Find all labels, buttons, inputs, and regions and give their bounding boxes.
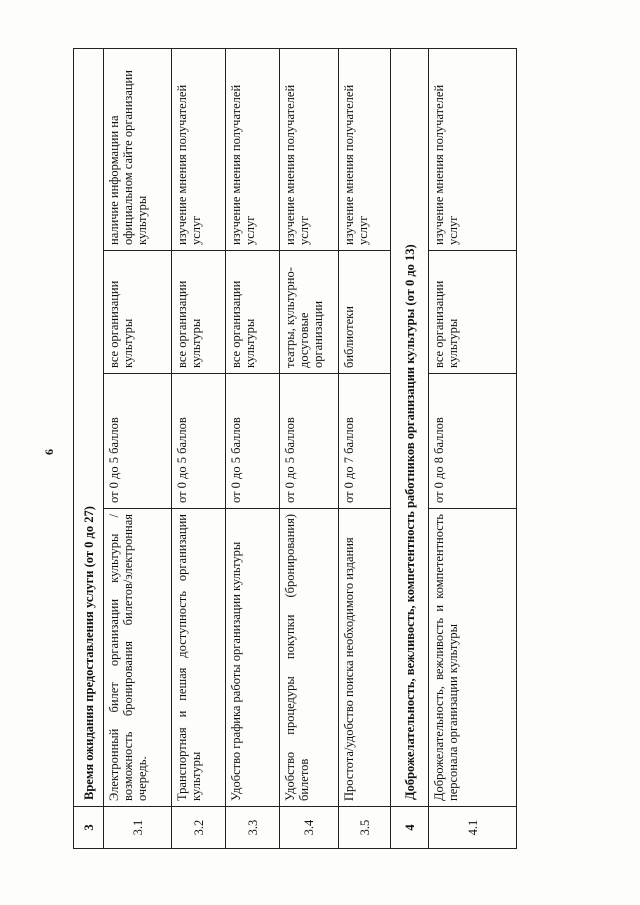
row-number: 3.5 bbox=[339, 807, 391, 849]
score-cell: от 0 до 5 баллов bbox=[104, 374, 172, 509]
method-cell: изучение мнения получателей услуг bbox=[172, 48, 226, 250]
score-cell: от 0 до 7 баллов bbox=[339, 374, 391, 509]
section-number: 4 bbox=[391, 807, 429, 849]
score-cell: от 0 до 8 баллов bbox=[429, 374, 517, 509]
criterion-cell: Удобство графика работы организации культуры bbox=[226, 509, 280, 807]
section-title: Время ожидания предоставления услуги (от 0 до 27) bbox=[74, 48, 104, 806]
method-cell: изучение мнения получателей услуг bbox=[280, 48, 339, 250]
table-row bbox=[104, 48, 172, 848]
orgs-cell: все организации культуры bbox=[172, 251, 226, 374]
criterion-cell: Доброжелательность, вежливость и компетентность персонала организации культуры bbox=[429, 509, 517, 807]
page-number: 6 bbox=[42, 449, 56, 455]
method-cell: наличие информации на официальном сайте организации культуры bbox=[104, 48, 172, 250]
method-cell: изучение мнения получателей услуг bbox=[339, 48, 391, 250]
criterion-cell: Транспортная и пешая доступность организации культуры bbox=[172, 509, 226, 807]
orgs-cell: все организации культуры bbox=[226, 251, 280, 374]
rotated-page-content bbox=[73, 49, 553, 849]
score-cell: от 0 до 5 баллов bbox=[280, 374, 339, 509]
row-number: 4.1 bbox=[429, 807, 517, 849]
table-row bbox=[429, 48, 517, 848]
criterion-cell: Простота/удобство поиска необходимого издания bbox=[339, 509, 391, 807]
section-number: 3 bbox=[74, 807, 104, 849]
section-title: Доброжелательность, вежливость, компетентность работников организации культуры (от 0 до 13) bbox=[391, 48, 429, 806]
score-cell: от 0 до 5 баллов bbox=[172, 374, 226, 509]
criteria-table bbox=[73, 48, 517, 849]
table-row bbox=[280, 48, 339, 848]
orgs-cell: все организации культуры bbox=[104, 251, 172, 374]
row-number: 3.1 bbox=[104, 807, 172, 849]
method-cell: изучение мнения получателей услуг bbox=[226, 48, 280, 250]
section-header-row bbox=[74, 48, 104, 848]
score-cell: от 0 до 5 баллов bbox=[226, 374, 280, 509]
orgs-cell: библиотеки bbox=[339, 251, 391, 374]
orgs-cell: все организации культуры bbox=[429, 251, 517, 374]
row-number: 3.2 bbox=[172, 807, 226, 849]
table-row bbox=[226, 48, 280, 848]
orgs-cell: театры, культурно-досуговые организации bbox=[280, 251, 339, 374]
section-header-row bbox=[391, 48, 429, 848]
row-number: 3.4 bbox=[280, 807, 339, 849]
criterion-cell: Электронный билет организации культуры /возможность бронирования билетов/электронная очередь. bbox=[104, 509, 172, 807]
row-number: 3.3 bbox=[226, 807, 280, 849]
table-row bbox=[339, 48, 391, 848]
table-row bbox=[172, 48, 226, 848]
method-cell: изучение мнения получателей услуг bbox=[429, 48, 517, 250]
criterion-cell: Удобство процедуры покупки (бронирования) билетов bbox=[280, 509, 339, 807]
